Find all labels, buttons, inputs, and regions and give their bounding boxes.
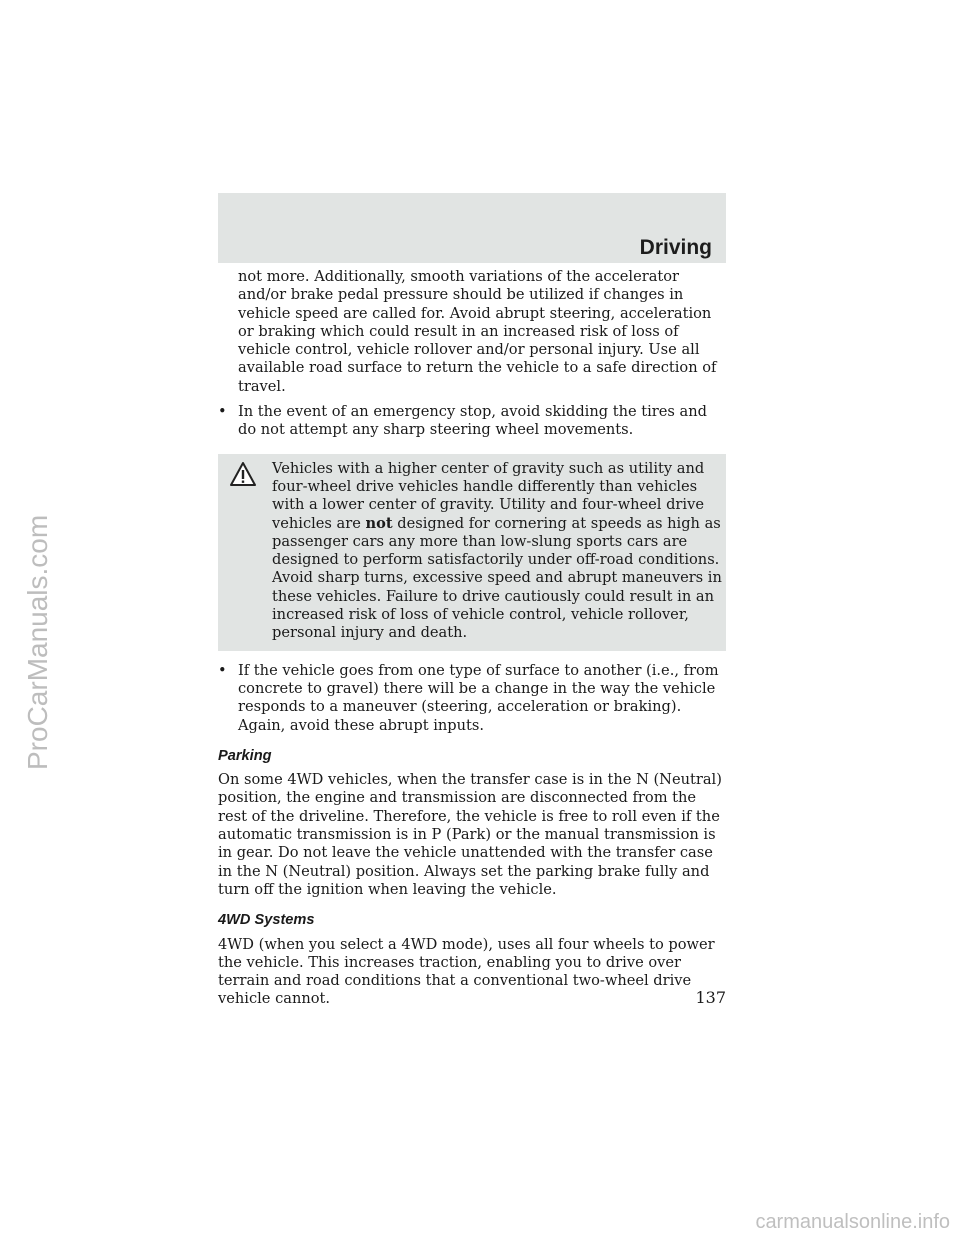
bullet-item-emergency-stop [218,403,726,440]
continuation-paragraph: not more. Additionally, smooth variations of the accelerator and/or brake pedal pressure should be utilized if changes in vehicle speed are called for. Avoid abrupt steering, acceleration or braking which could result in an increased risk of loss of vehicle control, vehicle rollover and/or personal injury. Use all available road surface to return the vehicle to a safe direction of travel. [238,268,717,395]
section-header-band [218,193,726,263]
warning-triangle-icon [229,461,257,487]
side-watermark: ProCarManuals.com [22,514,53,770]
warning-emphasis: not [365,514,393,532]
section-title: Driving [639,236,712,259]
bullet-icon: • [218,661,227,679]
parking-paragraph: On some 4WD vehicles, when the transfer case is in the N (Neutral) position, the engine and transmission are disconnected from the rest of the driveline. Therefore, the vehicle is free to roll even if the automatic transmission is in P (Park) or the manual transmission is in gear. Do not leave the vehicle unattended with the transfer case in the N (Neutral) position. Always set the parking brake fully and turn off the ignition when leaving the vehicle. [218,771,722,898]
warning-text-start: Vehicles with a higher center of gravity such as utility and four-wheel drive vehicles handle differently than vehicles with a lower center of gravity. Utility and four-wheel drive vehicles are [272,459,705,532]
warning-text-end: designed for cornering at speeds as high as passenger cars any more than low-slung sports cars are designed to perform satisfactorily under off-road conditions. Avoid sharp turns, excessive speed and abrupt maneuvers in these vehicles. Failure to drive cautiously could result in an increased risk of loss of vehicle control, vehicle rollover, personal injury and death. [272,514,722,642]
footer-watermark: carmanualsonline.info [755,1211,950,1233]
bullet-icon: • [218,403,227,421]
warning-box [218,454,726,651]
4wd-systems-paragraph: 4WD (when you select a 4WD mode), uses all four wheels to power the vehicle. This increases traction, enabling you to drive over terrain and road conditions that a conventional two-wheel drive vehicle cannot. [218,935,715,1008]
bullet-text: In the event of an emergency stop, avoid skidding the tires and do not attempt any sharp steering wheel movements. [238,403,707,439]
page-number: 137 [695,988,726,1007]
page-content [218,268,726,1009]
bullet-item-surface-change [218,662,726,735]
4wd-systems-heading: 4WD Systems [218,912,315,929]
parking-heading: Parking [218,747,272,764]
bullet-text: If the vehicle goes from one type of surface to another (i.e., from concrete to gravel) there will be a change in the way the vehicle responds to a maneuver (steering, acceleration or braking). Again, avoid these abrupt inputs. [238,661,719,734]
warning-text [224,460,722,643]
